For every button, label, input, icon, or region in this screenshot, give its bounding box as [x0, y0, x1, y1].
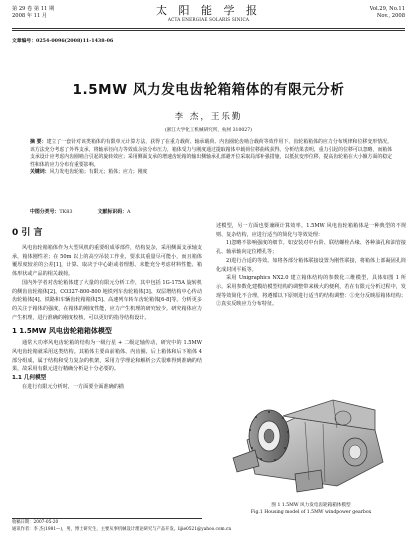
section-0-heading: 0 引 言 — [12, 228, 43, 238]
section-1-1-paragraph: 在进行有限元分析时，一方面要全面准确的描 — [22, 383, 124, 390]
output-bearing-bore — [349, 445, 361, 459]
classification-line — [30, 208, 131, 215]
volume-line: 第 29 卷 第 11 期 — [12, 6, 55, 12]
clc-value: TK83 — [59, 209, 73, 215]
intro-paragraph-2: 国内外学者对齿轮箱体建了大量的有限元分析工作，其中包括 1G-175A 旋转机的侧齿齿轮箱体[2]、CO327-800-800 地铁列车齿轮箱体[3]、双层增结构中心传动齿轮箱体[4]、铁路和车辆齿轮箱箱体[5]、高速列车转车齿轮箱体[6-8]等。分析更多的关注于箱体的强度，在箱体的刚度性能，应力产生机理的研究较少。研究箱体应力产生机理，进行准确的刚度校核，可以更好的指导结构设计。 — [12, 279, 202, 321]
footnote-rule — [12, 518, 202, 519]
section-1-paragraph: 通常大功率风电齿轮箱的结构为一级行星 + 二级定轴传动，研究中的 1.5MW 风电齿轮箱就采用这类结构。其箱体主要由前箱体、内齿圈、后上箱体和后下箱体 4 部分组成，属于结构和受力复杂的机架，采用力学理论和解析公式很难得到准确的结果，故采用有限元进行精确分析是十分必要的。 — [12, 340, 202, 373]
footnote — [12, 520, 407, 534]
section-1-heading: 1 1.5MW 风电齿轮箱箱体模型 — [12, 327, 112, 336]
doc-code-value: A — [126, 209, 131, 215]
paper-title: 1.5MW 风力发电齿轮箱箱体的有限元分析 — [72, 82, 345, 98]
footnote-author: 通讯作者：李 杰(1981—)，男，博士研究生，主要从事机械设计理论研究与产品开发。lijie0521@yahoo.com.cn — [12, 526, 232, 532]
article-number: 文章编号：0254-0096(2008)11-1438-06 — [12, 38, 114, 44]
left-column — [12, 222, 202, 392]
right-paragraph-4: 采用 Unigraphics NX2.0 建立箱体结构的参数化三维模型，具体如图 1 所示。采用参数化建模给模型结构的调整带来极大的便利，若在有限元分析过程中，发现等效简化不合理，将遵循以下原则进行适当的结构调整：①充分反映原箱体结构；②真实反映应力分布特征。 — [216, 275, 406, 308]
abstract-label: 摘 要： — [30, 139, 47, 145]
torque-arm-right — [295, 470, 323, 492]
journal-title-block — [0, 4, 417, 23]
keywords-label: 关键词： — [30, 169, 50, 176]
volume-en-line: Vol.29, No.11 — [369, 6, 405, 12]
author-affiliation: (浙江大学化工机械研究所，杭州 310027) — [165, 128, 252, 133]
journal-title-en: ACTA ENERGIAE SOLARIS SINICA — [167, 17, 250, 22]
abstract — [30, 139, 392, 177]
header-rule-thin — [12, 30, 405, 31]
gearbox-housing-figure — [225, 370, 401, 500]
abstract-text: 建立了一套针对该类箱体的有限单元计算方法，获得了在重力载荷、轴承载荷、内齿圈轮齿啮合载荷等效作用下，齿轮箱箱体的应力分布规律和位移变形情况。该方法充分考虑了外界支承，将轴承径向力等效成余弦分布压力，箱体受力与刚度通过提取箱体中载荷位移曲线获得。分析结果表明，重力引起的位移可以忽略，而箱体支承设计应考虑内齿圈啮合引起的旋转效应；采用侧面支承的增速齿轮箱的输出侧轴承孔部避开位采取局部补强措施，以抵抗变形位移，提高齿轮箱在大小额方面的稳定性和体的应力分布有重要影响。 — [30, 139, 392, 168]
keywords-text: 风力发电齿轮箱；有限元；箱体；应力；刚度 — [49, 169, 148, 176]
date-line: 2008 年 11 月 — [12, 12, 48, 19]
figure-caption-en: Fig.1 Housing model of 1.5MW windpower gearbox — [250, 509, 372, 515]
intro-paragraph-1: 风电齿轮箱箱体作为大型风机的重要组成零部件，结构复杂，采用侧面支承轴支承，箱体刚性差；在 50m 以上的高空吊装工作业，要求其重量尽可能小，而且箱体覆厚度较差的公差[1]，计算、取决于中心距或者理想、未能充分考虑材料性能、箱体形状或产品的相关载荷。 — [12, 245, 202, 278]
header-rule — [12, 28, 405, 29]
section-1-1-heading: 1.1 几何模型 — [12, 375, 47, 382]
right-paragraph-1: 述模型，另一方面也要兼顾计算效率。1.5MW 风电齿轮箱箱体是一种典型的不规则、复杂结构，应进行适当的简化与等效处理： — [216, 223, 406, 238]
right-paragraph-2: 1)忽略不影响强度的细节。如安装对中台阶、联结螺栓凸缘、各种油孔和油管接孔、轴承轴向定位槽孔等； — [216, 240, 406, 256]
figure-caption-cn: 图 1 1.5MW 风力发电齿轮箱箱体模型 — [271, 503, 351, 508]
date-en-line: Nov., 2008 — [376, 12, 405, 19]
right-column — [216, 222, 406, 309]
journal-volume-en — [370, 6, 405, 19]
intermediate-bearing-boss — [335, 411, 351, 425]
right-paragraph-3: 2)进行合适的等效。如将各部分箱体联接设置为刚性联接，将箱体上部凝固孔简化成封闭平板等。 — [216, 257, 406, 273]
planet-carrier-hub — [264, 429, 274, 443]
footnote-received: 收稿日期：2007-05-20 — [12, 520, 59, 525]
doc-code-label: 文献标识码： — [97, 209, 127, 215]
clc-label: 中图分类号： — [30, 209, 60, 215]
figure-caption — [216, 503, 406, 516]
journal-title-cn: 太 阳 能 学 报 — [156, 4, 261, 17]
paper-authors: 李 杰，王乐勤 — [174, 112, 243, 122]
